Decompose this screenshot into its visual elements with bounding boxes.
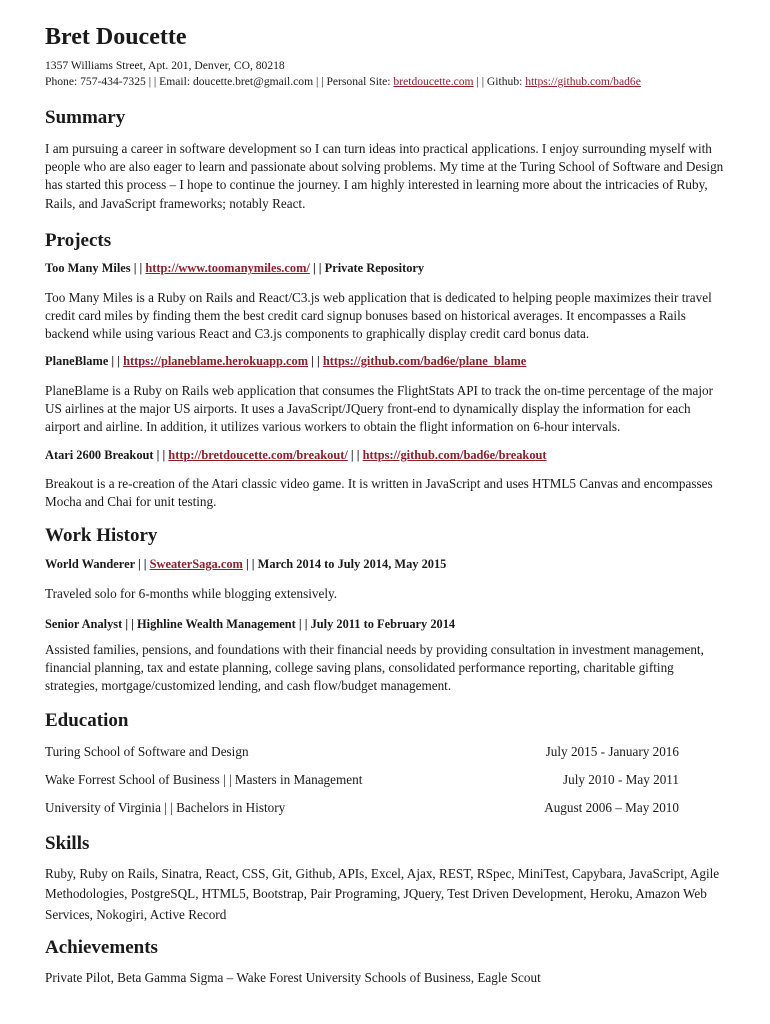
job-description: Assisted families, pensions, and foundations with their financial needs by providing consultation in investment management, financial planning, tax and estate planning, college saving plans, consolidated performance reporting, charitable gifting strategies, mortgage/customized lending, and cash flow/budget management.: [45, 642, 704, 694]
job-description: Traveled solo for 6-months while blogging extensively.: [45, 586, 338, 601]
project-title: Too Many Miles: [45, 261, 131, 275]
job-title: Senior Analyst: [45, 617, 123, 631]
job-title: World Wanderer: [45, 557, 135, 571]
separator: | |: [108, 354, 124, 368]
job-link[interactable]: SweaterSaga.com: [149, 557, 243, 571]
separator: | |: [134, 557, 150, 571]
achievements-text: Private Pilot, Beta Gamma Sigma – Wake Forest University Schools of Business, Eagle Scout: [45, 970, 541, 985]
separator: | |: [122, 617, 137, 631]
separator: | |: [145, 75, 160, 88]
project-title: PlaneBlame: [45, 354, 109, 368]
education-school: Wake Forrest School of Business | | Masters in Management: [45, 772, 363, 787]
project-description: Too Many Miles is a Ruby on Rails and React/C3.js web application that is dedicated to helping people maximizes their travel credit card miles by finding them the best credit card signup bonuses based on historical averages. It encompasses a Rails backend while using various React and C3.js components to graphically display credit card bonus data.: [45, 290, 712, 342]
project-link[interactable]: https://planeblame.herokuapp.com: [123, 354, 309, 368]
education-row: [45, 772, 679, 788]
separator: | |: [242, 557, 258, 571]
skills-heading: Skills: [45, 833, 90, 854]
achievements-heading: Achievements: [45, 937, 158, 958]
project-link[interactable]: http://www.toomanymiles.com/: [145, 261, 310, 275]
project-repo-link[interactable]: https://github.com/bad6e/breakout: [362, 448, 547, 462]
personal-site-label: Personal Site:: [326, 75, 394, 88]
separator: | |: [313, 75, 327, 88]
separator: | |: [473, 75, 487, 88]
project-link[interactable]: http://bretdoucette.com/breakout/: [168, 448, 348, 462]
education-row: [45, 744, 679, 760]
skills-text: Ruby, Ruby on Rails, Sinatra, React, CSS, Git, Github, APIs, Excel, Ajax, REST, RSpec, MiniTest, Capybara, JavaScript, Agile Methodologies, PostgreSQL, HTML5, Bootstrap, Pair Programing, JQuery, Test Driven Development, Heroku, Amazon Web Services, Nokogiri, Active Record: [45, 866, 720, 922]
job-dates: July 2011 to February 2014: [310, 617, 456, 631]
education-dates: July 2010 - May 2011: [563, 772, 679, 787]
personal-site-link[interactable]: bretdoucette.com: [393, 75, 474, 88]
project-title-line: [45, 448, 547, 463]
phone: Phone: 757-434-7325: [45, 75, 146, 88]
job-org: Highline Wealth Management: [137, 617, 296, 631]
education-school: University of Virginia | | Bachelors in History: [45, 800, 286, 815]
github-label: Github:: [486, 75, 526, 88]
resume-name: Bret Doucette: [45, 24, 187, 50]
education-heading: Education: [45, 710, 129, 731]
education-school: Turing School of Software and Design: [45, 744, 249, 759]
project-description: PlaneBlame is a Ruby on Rails web application that consumes the FlightStats API to track the on-time percentage of the major US airlines at the major US airports. It uses a JavaScript/JQuery front-end to dynamically display the information for each airport and airline. In addition, it utilizes various workers to obtain the flight information on 6-hour intervals.: [45, 383, 714, 435]
project-title-line: [45, 354, 526, 369]
project-repo-link[interactable]: https://github.com/bad6e/plane_blame: [322, 354, 527, 368]
education-dates: August 2006 – May 2010: [544, 800, 679, 815]
github-link[interactable]: https://github.com/bad6e: [525, 75, 641, 88]
separator: | |: [153, 448, 169, 462]
project-extra: Private Repository: [324, 261, 425, 275]
project-description: Breakout is a re-creation of the Atari classic video game. It is written in JavaScript and uses HTML5 Canvas and encompasses Mocha and Chai for unit testing.: [45, 476, 713, 510]
separator: | |: [295, 617, 311, 631]
separator: | |: [309, 261, 325, 275]
project-title-line: [45, 261, 424, 276]
separator: | |: [308, 354, 323, 368]
education-row: [45, 800, 679, 816]
email: Email: doucette.bret@gmail.com: [159, 75, 314, 88]
separator: | |: [130, 261, 146, 275]
address: 1357 Williams Street, Apt. 201, Denver, CO, 80218: [45, 59, 285, 72]
summary-heading: Summary: [45, 107, 126, 128]
contact-line: [45, 75, 641, 88]
job-dates: March 2014 to July 2014, May 2015: [257, 557, 447, 571]
projects-heading: Projects: [45, 230, 112, 251]
job-title-line: [45, 557, 446, 572]
summary-text: I am pursuing a career in software development so I can turn ideas into practical applications. I enjoy surrounding myself with people who are also eager to learn and passionate about solving problems. My time at the Turing School of Software and Design has started this process – I hope to continue the journey. I am highly interested in learning more about the intricacies of Ruby, Rails, and JavaScript frameworks; notably React.: [45, 141, 724, 211]
work-heading: Work History: [45, 525, 158, 546]
education-dates: July 2015 - January 2016: [545, 744, 679, 759]
separator: | |: [347, 448, 363, 462]
job-title-line: [45, 617, 455, 632]
project-title: Atari 2600 Breakout: [45, 448, 154, 462]
